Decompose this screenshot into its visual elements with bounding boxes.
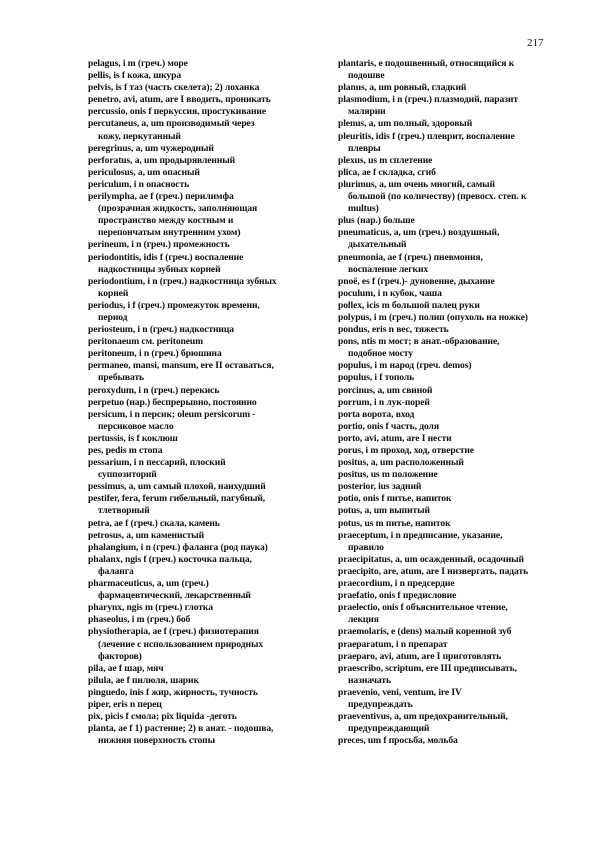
- left-column: [88, 58, 326, 747]
- dictionary-entry-line: polypus, i m (греч.) полип (опухоль на ножке): [338, 311, 528, 323]
- dictionary-entry-line: pinguedo, inis f жир, жирность, тучность: [88, 686, 258, 698]
- entry-continuation-line: правило: [348, 541, 384, 553]
- dictionary-entry-line: persicum, i n персик; oleum persicorum -: [88, 408, 256, 420]
- dictionary-entry-line: perforatus, a, um продырявленный: [88, 154, 236, 166]
- dictionary-entry-line: praecipitatus, a, um осажденный, осадочный: [338, 553, 524, 565]
- dictionary-entry-line: pons, ntis m мост; в анат.-образование,: [338, 336, 500, 348]
- dictionary-entry-line: periodus, i f (греч.) промежуток времени,: [88, 299, 260, 311]
- entry-continuation-line: фаланга: [98, 565, 134, 577]
- dictionary-entry-line: peritonaeum см. peritoneum: [88, 336, 204, 348]
- dictionary-entry-line: pilula, ae f пилюля, шарик: [88, 674, 199, 686]
- dictionary-entry-line: pondus, eris n вес, тяжесть: [338, 324, 449, 336]
- dictionary-entry-line: pila, ae f шар, мяч: [88, 662, 164, 674]
- dictionary-entry-line: porcinus, a, um свиной: [338, 384, 433, 396]
- entry-continuation-line: нижняя поверхность стопы: [98, 735, 216, 747]
- dictionary-entry-line: penetro, avi, atum, are I вводить, проникать: [88, 94, 271, 106]
- entry-continuation-line: подошве: [348, 70, 385, 82]
- right-column: [338, 58, 590, 747]
- entry-continuation-line: кожу, перкутанный: [98, 130, 181, 142]
- dictionary-entry-line: pnoë, es f (греч.)- дуновение, дыхание: [338, 275, 495, 287]
- dictionary-entry-line: periosteum, i n (греч.) надкостница: [88, 324, 234, 336]
- dictionary-entry-line: periculosus, a, um опасный: [88, 166, 200, 178]
- dictionary-entry-line: peritoneum, i n (греч.) брюшина: [88, 348, 222, 360]
- page-number: 217: [527, 37, 544, 49]
- dictionary-entry-line: phaseolus, i m (греч.) боб: [88, 614, 191, 626]
- dictionary-entry-line: plurimus, a, um очень многий, самый: [338, 178, 495, 190]
- dictionary-entry-line: peregrinus, a, um чужеродный: [88, 142, 214, 154]
- dictionary-entry-line: pneumonia, ae f (греч.) пневмония,: [338, 251, 483, 263]
- dictionary-entry-line: petrosus, a, um каменистый: [88, 529, 205, 541]
- dictionary-entry-line: permaneo, mansi, mansum, ere II оставаться,: [88, 360, 274, 372]
- dictionary-entry-line: preces, um f просьба, мольба: [338, 735, 458, 747]
- dictionary-entry-line: praescribo, scriptum, ere III предписывать,: [338, 662, 517, 674]
- entry-continuation-line: надкостницы зубных корней: [98, 263, 221, 275]
- entry-continuation-line: корней: [98, 287, 129, 299]
- dictionary-entry-line: populus, i f тополь: [338, 372, 415, 384]
- dictionary-entry-line: poculum, i n кубок, чаша: [338, 287, 442, 299]
- entry-continuation-line: (прозрачная жидкость, заполняющая: [98, 203, 258, 215]
- dictionary-entry-line: pelvis, is f таз (часть скелета); 2) лоханка: [88, 82, 260, 94]
- dictionary-entry-line: potus, us m питье, напиток: [338, 517, 451, 529]
- dictionary-entry-line: praecipito, are, atum, are I низвергать, падать: [338, 565, 529, 577]
- dictionary-entry-line: pellis, is f кожа, шкура: [88, 70, 182, 82]
- entry-continuation-line: дыхательный: [348, 239, 407, 251]
- dictionary-entry-line: perpetuo (нар.) беспрерывно, постоянно: [88, 396, 257, 408]
- dictionary-entry-line: positus, a, um расположенный: [338, 457, 464, 469]
- entry-continuation-line: назначать: [348, 674, 391, 686]
- dictionary-entry-line: praeparatum, i n препарат: [338, 638, 448, 650]
- entry-continuation-line: период: [98, 311, 128, 323]
- dictionary-entry-line: planta, ae f 1) растение; 2) в анат. - подошва,: [88, 723, 274, 735]
- entry-continuation-line: предупреждать: [348, 698, 413, 710]
- dictionary-entry-line: plus (нар.) больше: [338, 215, 415, 227]
- entry-continuation-line: перепончатым внутренним ухом): [98, 227, 241, 239]
- entry-continuation-line: multus): [348, 203, 379, 215]
- dictionary-entry-line: positus, us m положение: [338, 469, 438, 481]
- dictionary-entry-line: plenus, a, um полный, здоровый: [338, 118, 473, 130]
- dictionary-entry-line: pleuritis, idis f (греч.) плеврит, воспаление: [338, 130, 515, 142]
- dictionary-entry-line: porrum, i n лук-порей: [338, 396, 430, 408]
- entry-continuation-line: пребывать: [98, 372, 145, 384]
- dictionary-entry-line: posterior, ius задний: [338, 481, 422, 493]
- dictionary-entry-line: pes, pedis m стопа: [88, 445, 163, 456]
- dictionary-entry-line: porus, i m проход, ход, отверстие: [338, 445, 474, 456]
- dictionary-entry-line: praevenio, veni, ventum, ire IV: [338, 686, 462, 698]
- entry-continuation-line: воспаление легких: [348, 263, 429, 275]
- dictionary-entry-line: praeparo, avi, atum, are I приготовлять: [338, 650, 502, 662]
- dictionary-entry-line: phalanx, ngis f (греч.) косточка пальца,: [88, 553, 252, 565]
- entry-continuation-line: персиковое масло: [98, 420, 174, 432]
- dictionary-entry-line: praemolaris, e (dens) малый коренной зуб: [338, 626, 512, 638]
- dictionary-entry-line: pharmaceuticus, a, um (греч.): [88, 578, 209, 590]
- dictionary-entry-line: periodontitis, idis f (греч.) воспаление: [88, 251, 244, 263]
- dictionary-entry-line: praefatio, onis f предисловие: [338, 590, 457, 602]
- dictionary-entry-line: pix, picis f смола; pix liquida -деготь: [88, 711, 237, 723]
- dictionary-entry-line: portio, onis f часть, доля: [338, 420, 439, 432]
- entry-continuation-line: суппозиторий: [98, 469, 157, 481]
- dictionary-entry-line: pessimus, a, um самый плохой, наихудший: [88, 481, 266, 493]
- entry-continuation-line: (лечение с использованием природных: [98, 638, 264, 650]
- entry-continuation-line: фармацевтический, лекарственный: [98, 590, 251, 602]
- dictionary-entry-line: percussio, onis f перкуссия, простукивание: [88, 106, 267, 118]
- dictionary-entry-line: pessarium, i n пессарий, плоский: [88, 457, 226, 469]
- dictionary-entry-line: praeventivus, a, um предохранительный,: [338, 711, 508, 723]
- dictionary-entry-line: perilympha, ae f (греч.) перилимфа: [88, 191, 234, 203]
- dictionary-entry-line: periculum, i n опасность: [88, 178, 190, 190]
- dictionary-entry-line: petra, ae f (греч.) скала, камень: [88, 517, 220, 529]
- entry-continuation-line: малярии: [348, 106, 386, 118]
- dictionary-entry-line: plexus, us m сплетение: [338, 154, 433, 166]
- dictionary-entry-line: plasmodium, i n (греч.) плазмодий, паразит: [338, 94, 518, 106]
- entry-continuation-line: лекция: [348, 614, 379, 626]
- entry-continuation-line: предупреждающий: [348, 723, 430, 735]
- dictionary-entry-line: planus, a, um ровный, гладкий: [338, 82, 467, 94]
- dictionary-entry-line: pestifer, fera, ferum гибельный, пагубный,: [88, 493, 266, 505]
- dictionary-entry-line: peroxydum, i n (греч.) перекись: [88, 384, 220, 396]
- dictionary-entry-line: pollex, icis m большой палец руки: [338, 299, 480, 311]
- entry-continuation-line: большой (по количеству) (превосх. степ. к: [348, 191, 527, 203]
- entry-continuation-line: подобное мосту: [348, 348, 413, 360]
- dictionary-entry-line: phalangium, i n (греч.) фаланга (род паука): [88, 541, 268, 553]
- dictionary-entry-line: percutaneus, a, um производимый через: [88, 118, 255, 130]
- dictionary-entry-line: praeceptum, i n предписание, указание,: [338, 529, 503, 541]
- dictionary-entry-line: pharynx, ngis m (греч.) глотка: [88, 602, 213, 614]
- dictionary-entry-line: porta ворота, вход: [338, 408, 415, 420]
- dictionary-entry-line: potio, onis f питье, напиток: [338, 493, 452, 505]
- dictionary-entry-line: periodontium, i n (греч.) надкостница зубных: [88, 275, 277, 287]
- entry-continuation-line: тлетворный: [98, 505, 150, 517]
- dictionary-entry-line: potus, a, um выпитый: [338, 505, 430, 517]
- dictionary-entry-line: pelagus, i m (греч.) море: [88, 58, 188, 69]
- dictionary-entry-line: plica, ae f складка, сгиб: [338, 166, 436, 178]
- dictionary-entry-line: porto, avi, atum, are I нести: [338, 432, 452, 444]
- entry-continuation-line: факторов): [98, 650, 142, 662]
- dictionary-entry-line: plantaris, e подошвенный, относящийся к: [338, 58, 515, 69]
- dictionary-entry-line: piper, eris n перец: [88, 698, 162, 710]
- dictionary-entry-line: pertussis, is f коклюш: [88, 432, 178, 444]
- dictionary-entry-line: pneumaticus, a, um (греч.) воздушный,: [338, 227, 500, 239]
- dictionary-entry-line: populus, i m народ (греч. demos): [338, 360, 472, 372]
- dictionary-entry-line: praecordium, i n предсердие: [338, 578, 455, 590]
- entry-continuation-line: пространство между костным и: [98, 215, 234, 227]
- dictionary-entry-line: praelectio, onis f объяснительное чтение,: [338, 602, 508, 614]
- dictionary-entry-line: physiotherapia, ae f (греч.) физиотерапия: [88, 626, 259, 638]
- entry-continuation-line: плевры: [348, 142, 381, 154]
- dictionary-entry-line: perineum, i n (греч.) промежность: [88, 239, 230, 251]
